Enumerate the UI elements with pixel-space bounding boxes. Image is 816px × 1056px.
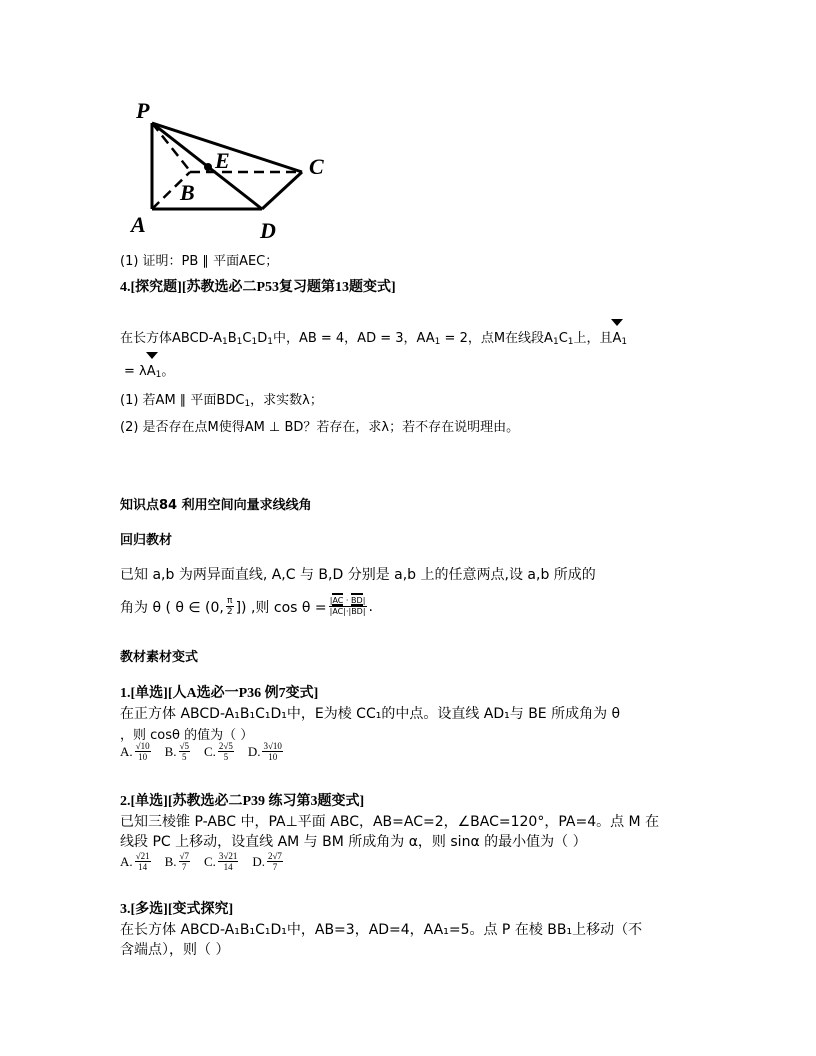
p2-header: 2.[单选][苏教选必二P39 练习第3题变式] — [120, 794, 365, 809]
p2-options — [120, 851, 285, 872]
cos-formula-fraction: $\frac{|AC \cdot BD|}{|AC|\cdot|BD|}$ — [329, 596, 366, 616]
p1-option-d[interactable]: D. $\frac{3√10}{10}$ — [247, 741, 282, 762]
p2-option-a[interactable]: A. $\frac{√21}{14}$ — [120, 851, 150, 872]
p2-option-b[interactable]: B. $\frac{√7}{7}$ — [164, 851, 189, 872]
p1-option-c[interactable]: C. $\frac{2√5}{5}$ — [203, 741, 233, 762]
point-E — [204, 163, 212, 171]
p1-option-a[interactable]: A. $\frac{√10}{10}$ — [120, 741, 150, 762]
section-textbook: 回归教材 — [120, 533, 173, 548]
p2-option-d[interactable]: D. $\frac{2√7}{7}$ — [252, 851, 282, 872]
p2-line1: 已知三棱锥 P-ABC 中，PA⊥平面 ABC，AB=AC=2，∠BAC=120°，PA=4。点 M 在 — [120, 814, 660, 830]
label-D: D — [260, 218, 276, 243]
p3-line1: 在长方体 ABCD-A₁B₁C₁D₁中，AB=3，AD=4，AA₁=5。点 P 在棱 BB₁上移动（不 — [120, 922, 643, 938]
p1-options — [120, 741, 285, 762]
prev-question-part1: (1) 证明：PB ∥ 平面AEC； — [120, 254, 279, 269]
p1-header: 1.[单选][人A选必一P36 例7变式] — [120, 686, 319, 701]
p1-line2: ，则 cosθ 的值为（ ） — [120, 728, 254, 743]
p1-option-b[interactable]: B. $\frac{√5}{5}$ — [164, 741, 189, 762]
label-P: P — [136, 98, 150, 123]
p2-option-c[interactable]: C. $\frac{3√21}{14}$ — [203, 851, 238, 872]
q4-stem-line1: 在长方体ABCD-$A_1B_1C_1D_1$中，AB = 4，AD = 3，$AA_1 = 2$，点M在线段$A_1C_1$上，且 $A_1$ — [120, 327, 627, 347]
vector-marker-icon — [146, 352, 158, 359]
section-para2: 角为 θ ( θ ∈ (0, $\frac{\pi}{2}$ ]) ,则 cos θ = $\frac{|AC \cdot BD|}{|AC|\cdot|BD|}$ . — [120, 596, 373, 617]
label-A: A — [131, 212, 146, 237]
p3-line2: 含端点），则（ ） — [120, 942, 230, 958]
label-C: C — [309, 154, 324, 179]
section-para1: 已知 a,b 为两异面直线, A,C 与 B,D 分别是 a,b 上的任意两点,设 a,b 所成的 — [120, 567, 596, 583]
q4-header: 4.[探究题][苏教选必二P53复习题第13题变式] — [120, 280, 396, 295]
vector-marker-icon — [611, 319, 623, 326]
p3-header: 3.[多选][变式探究] — [120, 902, 234, 917]
q4-part1: (1) 若AM ∥ 平面$BDC_1$，求实数λ； — [120, 393, 323, 409]
label-B: B — [180, 180, 195, 205]
pi-over-2-fraction: $\frac{\pi}{2}$ — [226, 596, 233, 617]
label-E: E — [215, 148, 230, 173]
p2-line2: 线段 PC 上移动，设直线 AM 与 BM 所成角为 α，则 sinα 的最小值为（ ） — [120, 834, 587, 850]
section-title: 知识点84 利用空间向量求线线角 — [120, 498, 312, 513]
p1-line1: 在正方体 ABCD-A₁B₁C₁D₁中，E为棱 CC₁的中点。设直线 AD₁与 BE 所成角为 θ — [120, 706, 621, 722]
q4-stem-line2: = λ $A_1$。 — [124, 360, 174, 380]
edge-DC — [262, 172, 302, 209]
section-variants: 教材素材变式 — [120, 650, 199, 665]
q4-part2: (2) 是否存在点M使得AM ⊥ BD？若存在，求λ；若不存在说明理由。 — [120, 420, 520, 435]
